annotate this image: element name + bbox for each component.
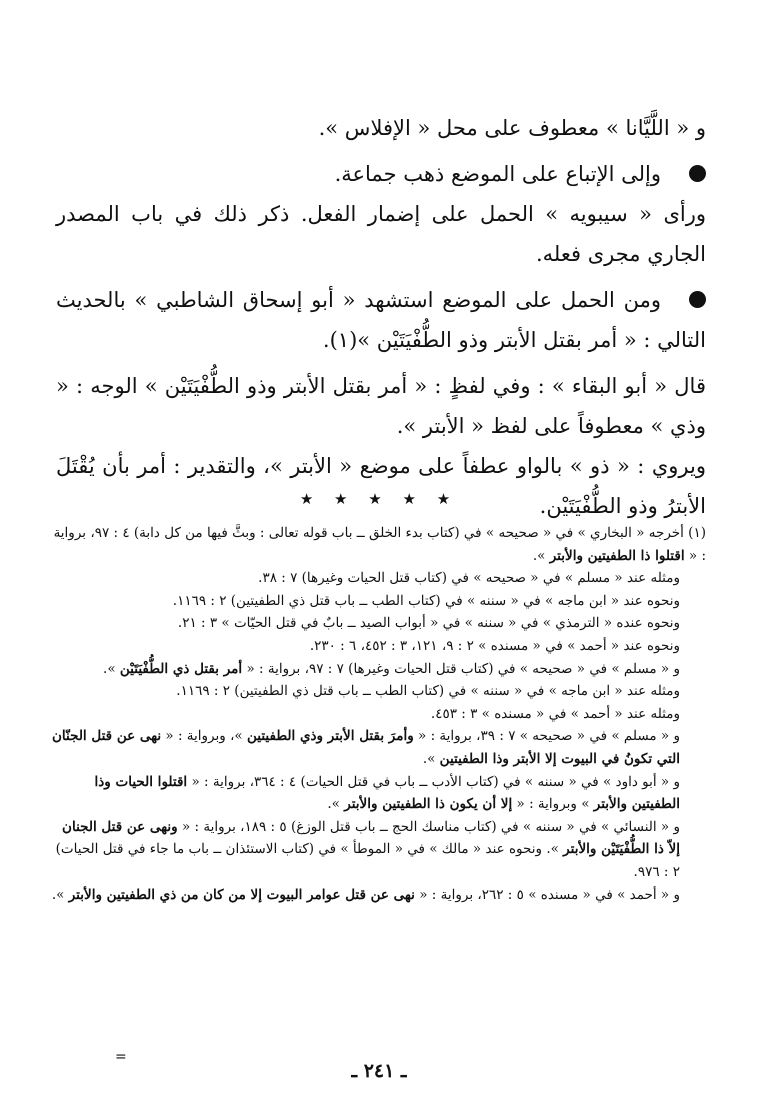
footnote-line: و « مسلم » في « صحيحه » في (كتاب قتل الحيات وغيرها) ٧ : ٩٧، برواية : « أمر بقتل ذي الطُّفْيَتَيْن ». [103,660,680,677]
footnote-line: و « أحمد » في « مسنده » ٥ : ٢٦٢، برواية : « نهى عن قتل عوامر البيوت إلا من كان من ذي الطفيتين والأبتر ». [51,886,680,903]
paragraph-4: ومن الحمل على الموضع استشهد « أبو إسحاق الشاطبي » بالحديث التالي : « أمر بقتل الأبتر وذو الطُّفْيَتَيْن »(١). [56,288,706,352]
footnote-line: و « أبو داود » في « سننه » في (كتاب الأدب ــ باب في قتل الحيات) ٤ : ٣٦٤، برواية : « اقتلوا الحيات وذا الطفيتين والأبتر » وبرواية : « إلا أن يكون ذا الطفيتين والأبتر ». [94,773,680,813]
footnote-line: ومثله عند « مسلم » في « صحيحه » في (كتاب قتل الحيات وغيرها) ٧ : ٣٨. [258,570,680,587]
footnote-line: (١) أخرجه « البخاري » في « صحيحه » في (كتاب بدء الخلق ــ باب قوله تعالى : وبثَّ فيها من كل دابة) ٤ : ٩٧، برواية : « اقتلوا ذا الطفيتين والأبتر ». [53,525,706,564]
footnote-line: ونحوه عند « ابن ماجه » في « سننه » في (كتاب الطب ــ باب قتل ذي الطفيتين) ٢ : ١١٦٩. [172,592,680,609]
footnote-line: ومثله عند « ابن ماجه » في « سننه » في (كتاب الطب ــ باب قتل ذي الطفيتين) ٢ : ١١٦٩. [176,683,680,700]
footnotes [51,522,706,906]
footnote-line: ونحوه عند « أحمد » في « مسنده » ٢ : ٩، ١٢١، ٣ : ٤٥٢، ٦ : ٢٣٠. [309,637,680,654]
footnote-line: ومثله عند « أحمد » في « مسنده » ٣ : ٤٥٣. [430,705,680,722]
paragraph-6: ويروي : « ذو » بالواو عطفاً على موضع « الأبتر »، والتقدير : أمر بأن يُقْتَلَ الأبترُ وذو الطُّفْيَتَيْن. [56,454,706,518]
bullet-icon [689,165,706,182]
footnote-line: و « النسائي » في « سننه » في (كتاب مناسك الحج ــ باب قتل الوزغ) ٥ : ١٨٩، برواية : « ونهى عن قتل الجنان إلاّ ذا الطُّفْيَتَيْن والأبتر ». ونحوه عند « مالك » في « الموطأ » في (كتاب الاستئذان ــ باب ما جاء في قتل الحيات) ٢ : ٩٧٦. [55,818,680,880]
paragraph-3: ورأى « سيبويه » الحمل على إضمار الفعل. ذكر ذلك في باب المصدر الجاري مجرى فعله. [56,202,706,266]
paragraph-2: وإلى الإتباع على الموضع ذهب جماعة. [56,154,706,194]
main-text [56,108,706,526]
footnote-line: ونحوه عنده « الترمذي » في « سننه » في « أبواب الصيد ــ بابٌ في قتل الحيّات » ٣ : ٢١. [177,615,680,632]
continuation-mark: = [115,1049,127,1065]
paragraph-1: و « اللَّيَّانا » معطوف على محل « الإفلاس ». [318,116,706,140]
footnote-line: و « مسلم » في « صحيحه » ٧ : ٣٩، برواية : « وأمرَ بقتل الأبتر وذي الطفيتين »، وبرواية : « نهى عن قتل الجنّان التي تكونُ في البيوت إلا الأبتر وذا الطفيتين ». [52,728,680,767]
bullet-icon [689,291,706,308]
section-divider-stars: ★ ★ ★ ★ ★ [299,490,459,508]
paragraph-5: قال « أبو البقاء » : وفي لفظٍ : « أمر بقتل الأبتر وذو الطُّفْيَتَيْن » الوجه : « وذي » معطوفاً على لفظ « الأبتر ». [56,374,706,438]
page-number: ـ ٢٤١ ـ [351,1060,407,1082]
